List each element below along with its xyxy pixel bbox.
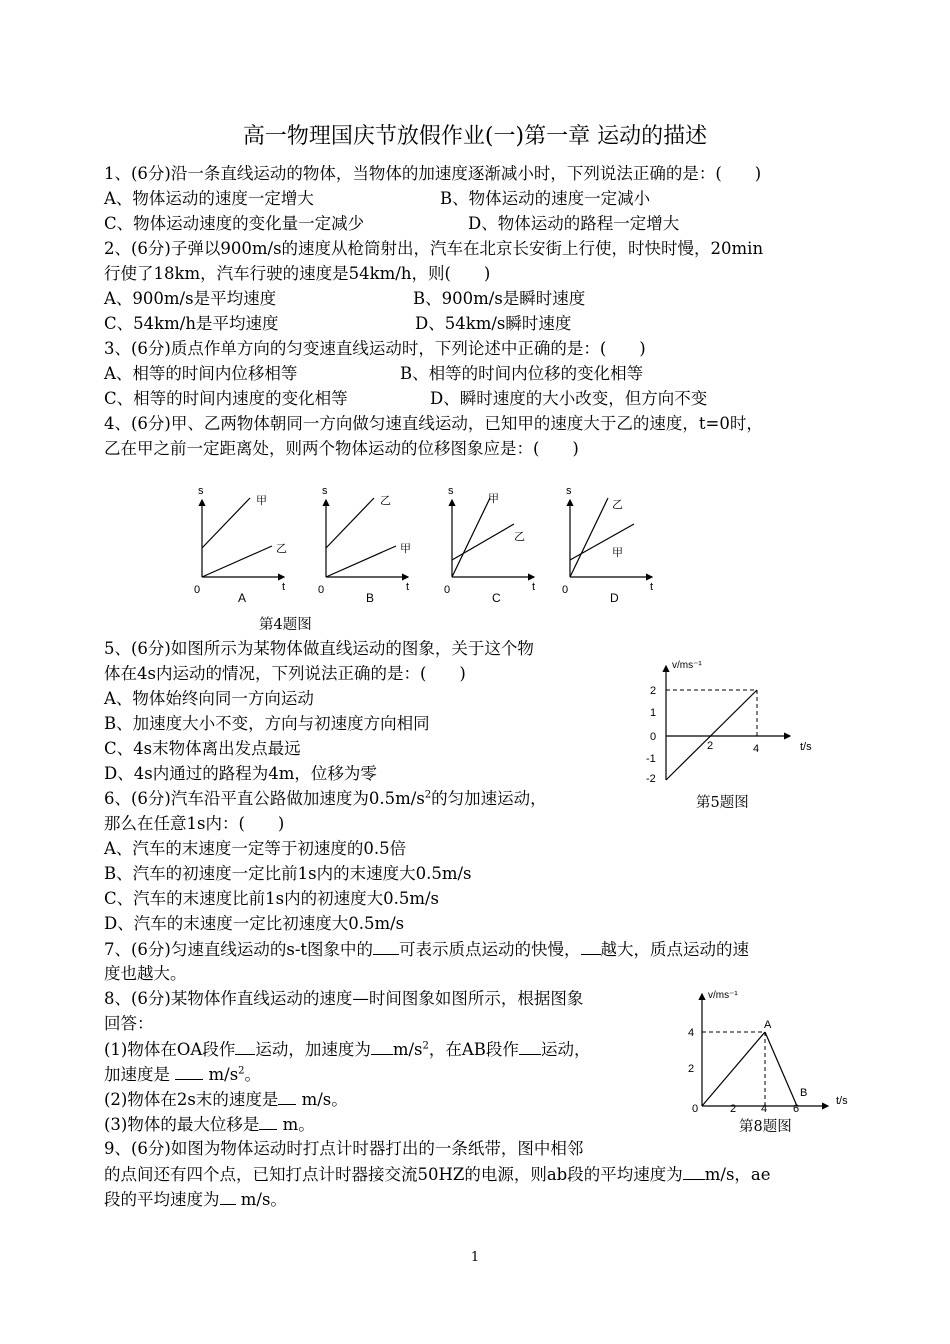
q5-xtick-2: 2 — [707, 740, 714, 752]
q4-stem-line2: 乙在甲之前一定距离处，则两个物体运动的位移图象应是：( ) — [104, 439, 579, 458]
q8-sub3-b: m。 — [277, 1115, 315, 1134]
q5-ylabel: v/ms⁻¹ — [672, 660, 702, 671]
q8-vt-graph — [680, 982, 860, 1118]
q8-sub1-e: 运动， — [540, 1040, 591, 1059]
q8-blank-5[interactable] — [278, 1088, 296, 1105]
q6-option-b: B、汽车的初速度一定比前1s内的末速度大0.5m/s — [104, 864, 472, 883]
q6-stem-line2: 那么在任意1s内：( ) — [104, 814, 285, 833]
q4-stem-line1: 4、(6分)甲、乙两物体朝同一方向做匀速直线运动，已知甲的速度大于乙的速度，t=0时， — [104, 414, 763, 433]
q4c-axis-s: s — [448, 485, 454, 497]
q8-point-b: B — [800, 1087, 808, 1099]
q8-blank-2[interactable] — [371, 1038, 393, 1055]
q1-stem: 1、(6分)沿一条直线运动的物体，当物体的加速度逐渐减小时，下列说法正确的是：( ) — [104, 164, 762, 183]
q5-option-b: B、加速度大小不变，方向与初速度方向相同 — [104, 714, 430, 733]
q8-blank-4[interactable] — [175, 1063, 203, 1080]
q4-graph-c — [444, 485, 535, 605]
q4c-lower-label: 乙 — [514, 531, 525, 543]
q2-option-d: D、54km/s瞬时速度 — [415, 314, 572, 333]
q8-xtick-4: 4 — [761, 1103, 768, 1115]
q4c-letter: C — [492, 591, 501, 605]
q8-sub3-a: (3)物体的最大位移是 — [104, 1115, 260, 1134]
q7-line2: 度也越大。 — [104, 964, 187, 983]
q8-blank-6[interactable] — [259, 1113, 277, 1130]
q8-sub2-b: m/s。 — [296, 1090, 348, 1109]
q6-option-c: C、汽车的末速度比前1s内的初速度大0.5m/s — [104, 889, 440, 908]
q7-part1: 7、(6分)匀速直线运动的s-t图象中的 — [104, 940, 374, 959]
q2-stem-line2: 行使了18km，汽车行驶的速度是54km/h，则( ) — [104, 264, 491, 283]
q6-option-a: A、汽车的末速度一定等于初速度的0.5倍 — [104, 839, 407, 858]
q8-xtick-6: 6 — [793, 1103, 800, 1115]
q8-point-a: A — [764, 1019, 772, 1031]
q3-stem: 3、(6分)质点作单方向的匀变速直线运动时，下列论述中正确的是：( ) — [104, 339, 646, 358]
q7-part3: 越大，质点运动的速 — [600, 940, 750, 959]
q1-option-a: A、物体运动的速度一定增大 — [104, 189, 314, 208]
q5-ytick-1: 1 — [650, 707, 657, 719]
q2-option-b: B、900m/s是瞬时速度 — [413, 289, 586, 308]
q4b-axis-t: t — [406, 581, 410, 593]
q6-stem-line1 — [104, 788, 547, 810]
q4a-upper-label: 甲 — [256, 495, 267, 507]
q4-graph-d — [562, 485, 653, 605]
q8-sub1-a: (1)物体在OA段作 — [104, 1040, 236, 1059]
q5-option-c: C、4s末物体离出发点最远 — [104, 739, 301, 758]
q9-line2-b: m/s，ae — [704, 1165, 771, 1184]
q4d-axis-t: t — [650, 581, 654, 593]
q8-sub1-cont-a: 加速度是 — [104, 1065, 176, 1084]
q8-blank-1[interactable] — [235, 1038, 255, 1055]
q5-vt-graph — [640, 652, 840, 790]
q5-xtick-4: 4 — [753, 743, 760, 755]
q8-stem-line2: 回答： — [104, 1014, 154, 1033]
q1-option-c: C、物体运动速度的变化量一定减少 — [104, 214, 365, 233]
q4a-axis-t: t — [282, 581, 286, 593]
q6-stem-a: 6、(6分)汽车沿平直公路做加速度为0.5m/s — [104, 789, 425, 808]
q8-sub1-cont — [104, 1063, 261, 1086]
q5-ytick-neg2: -2 — [646, 773, 656, 785]
q6-option-d: D、汽车的末速度一定比初速度大0.5m/s — [104, 914, 405, 933]
q8-caption: 第8题图 — [739, 1119, 792, 1135]
q1-option-b: B、物体运动的速度一定减小 — [440, 189, 651, 208]
q5-ytick-2: 2 — [650, 685, 657, 697]
q7-part2: 可表示质点运动的快慢， — [399, 940, 581, 959]
q8-ytick-4: 4 — [688, 1027, 695, 1039]
q1-option-d: D、物体运动的路程一定增大 — [468, 214, 680, 233]
q8-sub1-c: m/s — [392, 1040, 423, 1059]
q5-ytick-neg1: -1 — [646, 753, 656, 765]
page-number: 1 — [470, 1250, 480, 1265]
q5-xlabel: t/s — [800, 741, 812, 753]
q4-graphs — [180, 478, 670, 612]
q5-stem-line1: 5、(6分)如图所示为某物体做直线运动的图象，关于这个物 — [104, 639, 534, 658]
q4a-letter: A — [238, 591, 247, 605]
q9-stem-line3 — [104, 1188, 287, 1211]
q9-line3-b: m/s。 — [235, 1190, 287, 1209]
q3-option-c: C、相等的时间内速度的变化相等 — [104, 389, 348, 408]
q8-xlabel: t/s — [836, 1095, 848, 1107]
q7-line1 — [104, 938, 749, 961]
q8-sub1-cont-b: m/s — [203, 1065, 239, 1084]
q9-stem-line1: 9、(6分)如图为物体运动时打点计时器打出的一条纸带，图中相邻 — [104, 1139, 584, 1158]
q9-blank-2[interactable] — [220, 1188, 236, 1205]
q4a-origin: 0 — [194, 584, 201, 596]
q4b-origin: 0 — [318, 584, 325, 596]
q8-sub1-cont-c: 。 — [244, 1065, 262, 1084]
q4-graph-b — [318, 485, 411, 605]
q3-option-d: D、瞬时速度的大小改变，但方向不变 — [430, 389, 708, 408]
q4b-upper-label: 乙 — [380, 495, 391, 507]
q2-option-a: A、900m/s是平均速度 — [104, 289, 277, 308]
page-title: 高一物理国庆节放假作业(一)第一章 运动的描述 — [242, 124, 708, 149]
q4b-letter: B — [366, 591, 375, 605]
q8-sup-1: 2 — [422, 1040, 429, 1052]
q8-xtick-0: 0 — [692, 1103, 699, 1115]
q7-blank-1[interactable] — [373, 938, 399, 955]
q8-sub3 — [104, 1113, 315, 1136]
q8-sub1 — [104, 1038, 590, 1061]
q6-stem-b: 的匀加速运动， — [431, 789, 547, 808]
q3-option-a: A、相等的时间内位移相等 — [104, 364, 298, 383]
q8-sub1-d: ，在AB段作 — [428, 1040, 519, 1059]
q5-option-a: A、物体始终向同一方向运动 — [104, 689, 314, 708]
q8-stem-line1: 8、(6分)某物体作直线运动的速度—时间图象如图所示，根据图象 — [104, 989, 584, 1008]
q4c-origin: 0 — [444, 584, 451, 596]
q8-blank-3[interactable] — [519, 1038, 541, 1055]
q7-blank-2[interactable] — [581, 938, 601, 955]
q9-blank-1[interactable] — [683, 1163, 705, 1180]
q2-option-c: C、54km/h是平均速度 — [104, 314, 279, 333]
q5-caption: 第5题图 — [696, 795, 749, 811]
q2-stem-line1: 2、(6分)子弹以900m/s的速度从枪筒射出，汽车在北京长安街上行使，时快时慢，20min — [104, 239, 764, 258]
q5-ytick-0: 0 — [650, 731, 657, 743]
q8-xtick-2: 2 — [730, 1103, 737, 1115]
q4a-axis-s: s — [198, 485, 204, 497]
q9-line2-a: 的点间还有四个点，已知打点计时器接交流50HZ的电源，则ab段的平均速度为 — [104, 1165, 683, 1184]
q8-sub2-a: (2)物体在2s末的速度是 — [104, 1090, 279, 1109]
q5-option-d: D、4s内通过的路程为4m，位移为零 — [104, 764, 377, 783]
q4b-lower-label: 甲 — [400, 543, 411, 555]
q3-option-b: B、相等的时间内位移的变化相等 — [400, 364, 644, 383]
q8-ytick-2: 2 — [688, 1063, 695, 1075]
q4d-origin: 0 — [562, 584, 569, 596]
q4-graph-a — [194, 485, 287, 605]
q4d-letter: D — [610, 591, 619, 605]
q9-stem-line2 — [104, 1163, 771, 1186]
q8-ylabel: v/ms⁻¹ — [708, 990, 738, 1001]
q4-caption: 第4题图 — [259, 617, 312, 633]
q4b-axis-s: s — [322, 485, 328, 497]
q8-sup-2: 2 — [238, 1065, 245, 1077]
q4c-upper-label: 甲 — [488, 493, 499, 505]
q4d-axis-s: s — [566, 485, 572, 497]
q6-sup: 2 — [424, 789, 432, 801]
q4a-lower-label: 乙 — [276, 543, 287, 555]
q4c-axis-t: t — [532, 581, 536, 593]
q5-stem-line2: 体在4s内运动的情况，下列说法正确的是：( ) — [104, 664, 466, 683]
q4d-lower-label: 甲 — [612, 547, 623, 559]
q9-line3-a: 段的平均速度为 — [104, 1190, 220, 1209]
q4d-upper-label: 乙 — [612, 499, 623, 511]
q8-sub1-b: 运动，加速度为 — [255, 1040, 371, 1059]
q8-sub2 — [104, 1088, 348, 1111]
